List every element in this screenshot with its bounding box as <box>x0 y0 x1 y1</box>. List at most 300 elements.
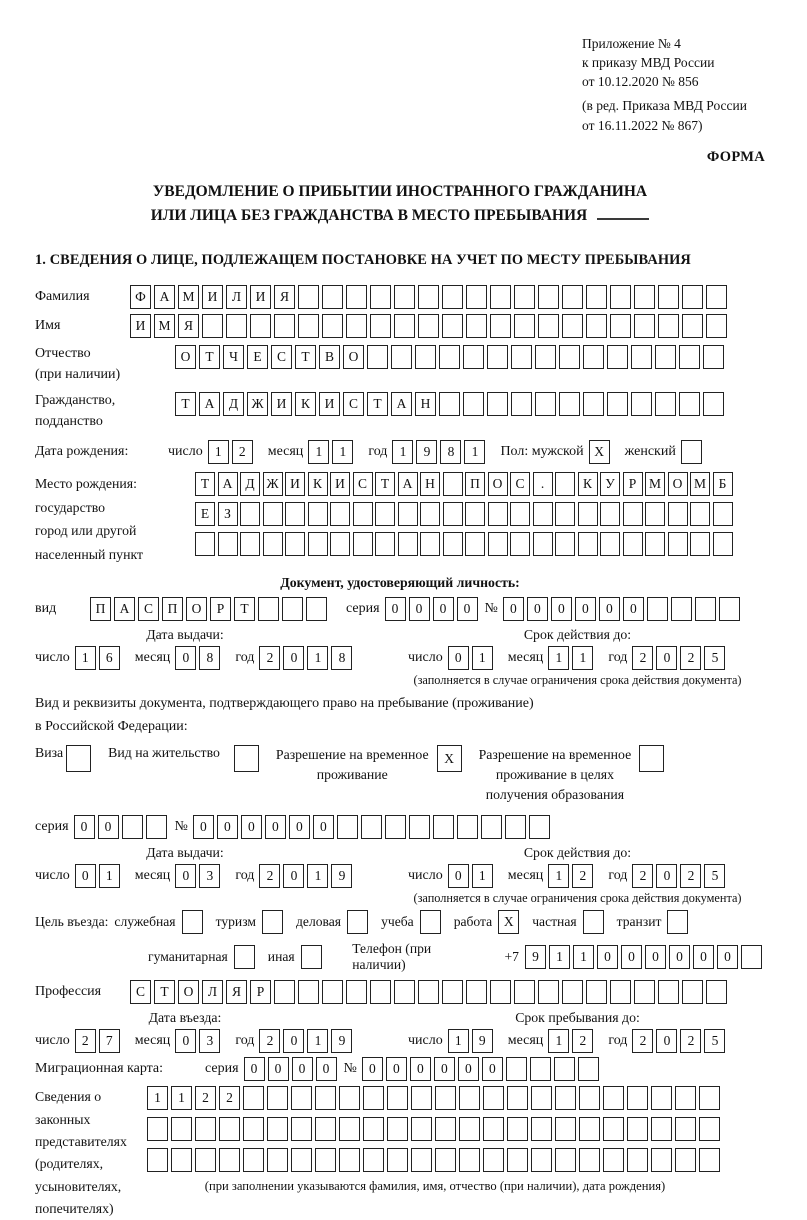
char-cell[interactable] <box>353 502 373 526</box>
char-cell[interactable]: 1 <box>448 1029 469 1053</box>
char-cell[interactable]: 1 <box>548 864 569 888</box>
char-cell[interactable] <box>514 314 535 338</box>
char-cell[interactable]: 1 <box>147 1086 168 1110</box>
char-cell[interactable]: 0 <box>74 815 95 839</box>
char-cell[interactable] <box>267 1148 288 1172</box>
char-cell[interactable]: 0 <box>656 646 677 670</box>
char-cell[interactable] <box>623 502 643 526</box>
char-cell[interactable] <box>559 392 580 416</box>
char-cell[interactable] <box>147 1117 168 1141</box>
char-cell[interactable]: 0 <box>316 1057 337 1081</box>
char-cell[interactable] <box>466 980 487 1004</box>
char-cell[interactable] <box>538 314 559 338</box>
char-cell[interactable] <box>679 392 700 416</box>
char-cell[interactable]: С <box>510 472 530 496</box>
char-cell[interactable]: 2 <box>195 1086 216 1110</box>
char-cell[interactable] <box>610 314 631 338</box>
char-cell[interactable] <box>146 815 167 839</box>
char-cell[interactable] <box>219 1148 240 1172</box>
char-cell[interactable] <box>285 532 305 556</box>
char-cell[interactable]: 0 <box>693 945 714 969</box>
char-cell[interactable]: 0 <box>656 1029 677 1053</box>
char-cell[interactable]: О <box>488 472 508 496</box>
char-cell[interactable] <box>634 980 655 1004</box>
char-cell[interactable] <box>538 285 559 309</box>
char-cell[interactable] <box>481 815 502 839</box>
char-cell[interactable]: 0 <box>386 1057 407 1081</box>
char-cell[interactable] <box>658 285 679 309</box>
char-cell[interactable] <box>578 1057 599 1081</box>
char-cell[interactable] <box>483 1086 504 1110</box>
char-cell[interactable] <box>487 392 508 416</box>
char-cell[interactable] <box>490 980 511 1004</box>
char-cell[interactable] <box>466 314 487 338</box>
char-cell[interactable] <box>347 910 368 934</box>
char-cell[interactable]: 0 <box>597 945 618 969</box>
char-cell[interactable]: 0 <box>527 597 548 621</box>
char-cell[interactable] <box>562 980 583 1004</box>
char-cell[interactable] <box>579 1117 600 1141</box>
char-cell[interactable]: 0 <box>575 597 596 621</box>
char-cell[interactable]: 0 <box>268 1057 289 1081</box>
char-cell[interactable]: П <box>162 597 183 621</box>
char-cell[interactable] <box>658 980 679 1004</box>
char-cell[interactable]: А <box>391 392 412 416</box>
char-cell[interactable]: Т <box>375 472 395 496</box>
char-cell[interactable]: 0 <box>193 815 214 839</box>
char-cell[interactable]: Н <box>415 392 436 416</box>
char-cell[interactable] <box>385 815 406 839</box>
char-cell[interactable]: 0 <box>244 1057 265 1081</box>
char-cell[interactable]: О <box>186 597 207 621</box>
char-cell[interactable]: 0 <box>621 945 642 969</box>
char-cell[interactable] <box>668 532 688 556</box>
char-cell[interactable] <box>555 472 575 496</box>
char-cell[interactable] <box>679 345 700 369</box>
char-cell[interactable] <box>282 597 303 621</box>
char-cell[interactable] <box>658 314 679 338</box>
char-cell[interactable]: 5 <box>704 646 725 670</box>
char-cell[interactable]: 1 <box>307 646 328 670</box>
char-cell[interactable] <box>418 285 439 309</box>
char-cell[interactable] <box>627 1086 648 1110</box>
char-cell[interactable]: 0 <box>292 1057 313 1081</box>
char-cell[interactable] <box>258 597 279 621</box>
char-cell[interactable] <box>529 815 550 839</box>
char-cell[interactable]: 0 <box>385 597 406 621</box>
char-cell[interactable] <box>435 1117 456 1141</box>
char-cell[interactable] <box>285 502 305 526</box>
char-cell[interactable]: Р <box>250 980 271 1004</box>
char-cell[interactable] <box>713 532 733 556</box>
char-cell[interactable] <box>531 1086 552 1110</box>
char-cell[interactable]: 0 <box>551 597 572 621</box>
char-cell[interactable]: 1 <box>307 1029 328 1053</box>
char-cell[interactable]: 1 <box>171 1086 192 1110</box>
char-cell[interactable]: Л <box>226 285 247 309</box>
char-cell[interactable]: Ф <box>130 285 151 309</box>
char-cell[interactable] <box>651 1117 672 1141</box>
char-cell[interactable]: 2 <box>572 1029 593 1053</box>
char-cell[interactable] <box>695 597 716 621</box>
char-cell[interactable] <box>420 910 441 934</box>
char-cell[interactable] <box>463 392 484 416</box>
char-cell[interactable]: 2 <box>632 864 653 888</box>
char-cell[interactable]: 1 <box>464 440 485 464</box>
char-cell[interactable]: 0 <box>717 945 738 969</box>
char-cell[interactable]: 1 <box>549 945 570 969</box>
char-cell[interactable] <box>171 1148 192 1172</box>
char-cell[interactable] <box>439 392 460 416</box>
char-cell[interactable] <box>533 532 553 556</box>
char-cell[interactable]: 0 <box>645 945 666 969</box>
char-cell[interactable] <box>675 1148 696 1172</box>
char-cell[interactable] <box>171 1117 192 1141</box>
char-cell[interactable] <box>337 815 358 839</box>
char-cell[interactable] <box>387 1148 408 1172</box>
char-cell[interactable]: 0 <box>362 1057 383 1081</box>
char-cell[interactable]: 0 <box>656 864 677 888</box>
char-cell[interactable] <box>555 502 575 526</box>
char-cell[interactable] <box>459 1086 480 1110</box>
char-cell[interactable] <box>439 345 460 369</box>
char-cell[interactable]: 0 <box>457 597 478 621</box>
char-cell[interactable]: Ж <box>247 392 268 416</box>
char-cell[interactable] <box>610 980 631 1004</box>
char-cell[interactable]: Т <box>175 392 196 416</box>
char-cell[interactable]: 2 <box>680 646 701 670</box>
char-cell[interactable] <box>315 1117 336 1141</box>
char-cell[interactable] <box>631 392 652 416</box>
char-cell[interactable]: 2 <box>259 646 280 670</box>
char-cell[interactable] <box>645 532 665 556</box>
char-cell[interactable]: 0 <box>669 945 690 969</box>
char-cell[interactable] <box>610 285 631 309</box>
char-cell[interactable] <box>667 910 688 934</box>
char-cell[interactable]: М <box>178 285 199 309</box>
char-cell[interactable]: 3 <box>199 1029 220 1053</box>
char-cell[interactable] <box>387 1086 408 1110</box>
char-cell[interactable]: 5 <box>704 864 725 888</box>
char-cell[interactable] <box>600 532 620 556</box>
char-cell[interactable]: О <box>668 472 688 496</box>
char-cell[interactable] <box>442 285 463 309</box>
char-cell[interactable]: 0 <box>175 1029 196 1053</box>
char-cell[interactable]: 0 <box>448 646 469 670</box>
char-cell[interactable] <box>507 1086 528 1110</box>
char-cell[interactable]: 0 <box>448 864 469 888</box>
char-cell[interactable]: 0 <box>313 815 334 839</box>
char-cell[interactable]: 2 <box>219 1086 240 1110</box>
char-cell[interactable] <box>339 1117 360 1141</box>
char-cell[interactable]: М <box>154 314 175 338</box>
char-cell[interactable] <box>466 285 487 309</box>
char-cell[interactable] <box>243 1148 264 1172</box>
char-cell[interactable]: И <box>130 314 151 338</box>
char-cell[interactable] <box>262 910 283 934</box>
char-cell[interactable]: 0 <box>98 815 119 839</box>
char-cell[interactable]: С <box>138 597 159 621</box>
char-cell[interactable]: 0 <box>241 815 262 839</box>
char-cell[interactable]: 2 <box>632 1029 653 1053</box>
char-cell[interactable] <box>363 1117 384 1141</box>
char-cell[interactable] <box>250 314 271 338</box>
char-cell[interactable]: М <box>645 472 665 496</box>
char-cell[interactable] <box>226 314 247 338</box>
char-cell[interactable] <box>387 1117 408 1141</box>
char-cell[interactable]: 5 <box>704 1029 725 1053</box>
char-cell[interactable] <box>634 314 655 338</box>
char-cell[interactable] <box>655 392 676 416</box>
char-cell[interactable] <box>671 597 692 621</box>
char-cell[interactable]: 2 <box>680 1029 701 1053</box>
char-cell[interactable] <box>435 1086 456 1110</box>
char-cell[interactable]: 9 <box>525 945 546 969</box>
char-cell[interactable] <box>409 815 430 839</box>
char-cell[interactable] <box>647 597 668 621</box>
char-cell[interactable]: Т <box>234 597 255 621</box>
char-cell[interactable]: А <box>398 472 418 496</box>
char-cell[interactable] <box>713 502 733 526</box>
char-cell[interactable] <box>487 345 508 369</box>
char-cell[interactable]: С <box>353 472 373 496</box>
char-cell[interactable] <box>490 285 511 309</box>
char-cell[interactable]: 1 <box>472 646 493 670</box>
char-cell[interactable] <box>506 1057 527 1081</box>
char-cell[interactable]: 0 <box>265 815 286 839</box>
char-cell[interactable]: 9 <box>331 1029 352 1053</box>
char-cell[interactable]: 0 <box>503 597 524 621</box>
char-cell[interactable] <box>291 1117 312 1141</box>
char-cell[interactable] <box>682 285 703 309</box>
char-cell[interactable] <box>531 1117 552 1141</box>
char-cell[interactable] <box>538 980 559 1004</box>
char-cell[interactable]: 0 <box>482 1057 503 1081</box>
char-cell[interactable] <box>398 502 418 526</box>
char-cell[interactable] <box>603 1086 624 1110</box>
char-cell[interactable] <box>675 1086 696 1110</box>
char-cell[interactable]: 0 <box>289 815 310 839</box>
char-cell[interactable]: О <box>178 980 199 1004</box>
char-cell[interactable]: С <box>343 392 364 416</box>
char-cell[interactable]: 2 <box>75 1029 96 1053</box>
char-cell[interactable]: 2 <box>680 864 701 888</box>
char-cell[interactable] <box>411 1117 432 1141</box>
char-cell[interactable]: 3 <box>199 864 220 888</box>
char-cell[interactable]: Ж <box>263 472 283 496</box>
char-cell[interactable]: 0 <box>409 597 430 621</box>
char-cell[interactable] <box>530 1057 551 1081</box>
char-cell[interactable]: Я <box>178 314 199 338</box>
char-cell[interactable] <box>330 532 350 556</box>
char-cell[interactable] <box>394 314 415 338</box>
char-cell[interactable]: Р <box>623 472 643 496</box>
char-cell[interactable]: А <box>154 285 175 309</box>
char-cell[interactable] <box>511 345 532 369</box>
char-cell[interactable] <box>411 1148 432 1172</box>
char-cell[interactable]: И <box>271 392 292 416</box>
char-cell[interactable]: И <box>285 472 305 496</box>
char-cell[interactable] <box>559 345 580 369</box>
char-cell[interactable]: 1 <box>472 864 493 888</box>
char-cell[interactable]: 1 <box>208 440 229 464</box>
char-cell[interactable] <box>375 532 395 556</box>
char-cell[interactable] <box>583 392 604 416</box>
char-cell[interactable] <box>243 1086 264 1110</box>
char-cell[interactable] <box>535 392 556 416</box>
char-cell[interactable] <box>234 745 259 772</box>
char-cell[interactable] <box>703 345 724 369</box>
char-cell[interactable] <box>555 1117 576 1141</box>
char-cell[interactable] <box>243 1117 264 1141</box>
char-cell[interactable] <box>668 502 688 526</box>
char-cell[interactable] <box>415 345 436 369</box>
char-cell[interactable]: Т <box>199 345 220 369</box>
char-cell[interactable] <box>442 980 463 1004</box>
char-cell[interactable] <box>218 532 238 556</box>
char-cell[interactable]: М <box>690 472 710 496</box>
char-cell[interactable]: И <box>319 392 340 416</box>
char-cell[interactable] <box>394 285 415 309</box>
char-cell[interactable] <box>363 1086 384 1110</box>
char-cell[interactable] <box>391 345 412 369</box>
char-cell[interactable]: 0 <box>175 864 196 888</box>
char-cell[interactable] <box>607 345 628 369</box>
char-cell[interactable] <box>418 314 439 338</box>
char-cell[interactable] <box>562 314 583 338</box>
char-cell[interactable] <box>579 1086 600 1110</box>
char-cell[interactable]: С <box>271 345 292 369</box>
char-cell[interactable] <box>465 502 485 526</box>
char-cell[interactable] <box>675 1117 696 1141</box>
char-cell[interactable] <box>488 532 508 556</box>
char-cell[interactable] <box>202 314 223 338</box>
char-cell[interactable] <box>322 314 343 338</box>
char-cell[interactable] <box>346 980 367 1004</box>
char-cell[interactable]: 0 <box>283 1029 304 1053</box>
char-cell[interactable]: Н <box>420 472 440 496</box>
char-cell[interactable] <box>627 1148 648 1172</box>
char-cell[interactable] <box>623 532 643 556</box>
char-cell[interactable] <box>298 314 319 338</box>
char-cell[interactable] <box>645 502 665 526</box>
char-cell[interactable] <box>435 1148 456 1172</box>
char-cell[interactable]: Т <box>195 472 215 496</box>
char-cell[interactable] <box>699 1148 720 1172</box>
char-cell[interactable] <box>330 502 350 526</box>
char-cell[interactable] <box>298 980 319 1004</box>
char-cell[interactable] <box>719 597 740 621</box>
char-cell[interactable]: 8 <box>440 440 461 464</box>
char-cell[interactable] <box>690 502 710 526</box>
char-cell[interactable] <box>706 980 727 1004</box>
char-cell[interactable] <box>554 1057 575 1081</box>
char-cell[interactable]: X <box>437 745 462 772</box>
char-cell[interactable]: А <box>199 392 220 416</box>
char-cell[interactable]: 6 <box>99 646 120 670</box>
char-cell[interactable] <box>535 345 556 369</box>
char-cell[interactable] <box>346 314 367 338</box>
char-cell[interactable] <box>682 314 703 338</box>
char-cell[interactable] <box>562 285 583 309</box>
char-cell[interactable] <box>586 285 607 309</box>
char-cell[interactable]: 0 <box>458 1057 479 1081</box>
char-cell[interactable]: 1 <box>548 646 569 670</box>
char-cell[interactable] <box>514 980 535 1004</box>
char-cell[interactable] <box>579 1148 600 1172</box>
char-cell[interactable] <box>511 392 532 416</box>
char-cell[interactable] <box>510 502 530 526</box>
char-cell[interactable] <box>308 532 328 556</box>
char-cell[interactable]: 1 <box>75 646 96 670</box>
char-cell[interactable]: Т <box>154 980 175 1004</box>
char-cell[interactable]: 9 <box>331 864 352 888</box>
char-cell[interactable] <box>706 314 727 338</box>
char-cell[interactable] <box>699 1086 720 1110</box>
char-cell[interactable] <box>308 502 328 526</box>
char-cell[interactable] <box>465 532 485 556</box>
char-cell[interactable] <box>240 502 260 526</box>
char-cell[interactable] <box>706 285 727 309</box>
char-cell[interactable]: Я <box>274 285 295 309</box>
char-cell[interactable]: 0 <box>175 646 196 670</box>
char-cell[interactable]: П <box>90 597 111 621</box>
char-cell[interactable]: Р <box>210 597 231 621</box>
char-cell[interactable] <box>459 1148 480 1172</box>
char-cell[interactable]: 1 <box>332 440 353 464</box>
char-cell[interactable] <box>490 314 511 338</box>
char-cell[interactable]: А <box>218 472 238 496</box>
char-cell[interactable] <box>600 502 620 526</box>
char-cell[interactable]: . <box>533 472 553 496</box>
char-cell[interactable]: 7 <box>99 1029 120 1053</box>
char-cell[interactable] <box>586 314 607 338</box>
char-cell[interactable] <box>603 1148 624 1172</box>
char-cell[interactable] <box>442 314 463 338</box>
char-cell[interactable] <box>510 532 530 556</box>
char-cell[interactable] <box>443 472 463 496</box>
char-cell[interactable] <box>607 392 628 416</box>
char-cell[interactable] <box>459 1117 480 1141</box>
char-cell[interactable] <box>507 1117 528 1141</box>
char-cell[interactable] <box>234 945 255 969</box>
char-cell[interactable] <box>631 345 652 369</box>
char-cell[interactable] <box>682 980 703 1004</box>
char-cell[interactable]: О <box>343 345 364 369</box>
char-cell[interactable]: П <box>465 472 485 496</box>
char-cell[interactable] <box>267 1086 288 1110</box>
char-cell[interactable] <box>298 285 319 309</box>
char-cell[interactable]: 9 <box>472 1029 493 1053</box>
char-cell[interactable] <box>488 502 508 526</box>
char-cell[interactable] <box>681 440 702 464</box>
char-cell[interactable]: 0 <box>599 597 620 621</box>
char-cell[interactable]: 1 <box>392 440 413 464</box>
char-cell[interactable] <box>375 502 395 526</box>
char-cell[interactable] <box>531 1148 552 1172</box>
char-cell[interactable] <box>483 1148 504 1172</box>
char-cell[interactable]: Е <box>247 345 268 369</box>
char-cell[interactable] <box>361 815 382 839</box>
char-cell[interactable]: 1 <box>548 1029 569 1053</box>
char-cell[interactable] <box>583 910 604 934</box>
char-cell[interactable] <box>655 345 676 369</box>
char-cell[interactable] <box>433 815 454 839</box>
char-cell[interactable]: 2 <box>232 440 253 464</box>
char-cell[interactable]: 1 <box>307 864 328 888</box>
char-cell[interactable] <box>578 532 598 556</box>
char-cell[interactable] <box>263 532 283 556</box>
